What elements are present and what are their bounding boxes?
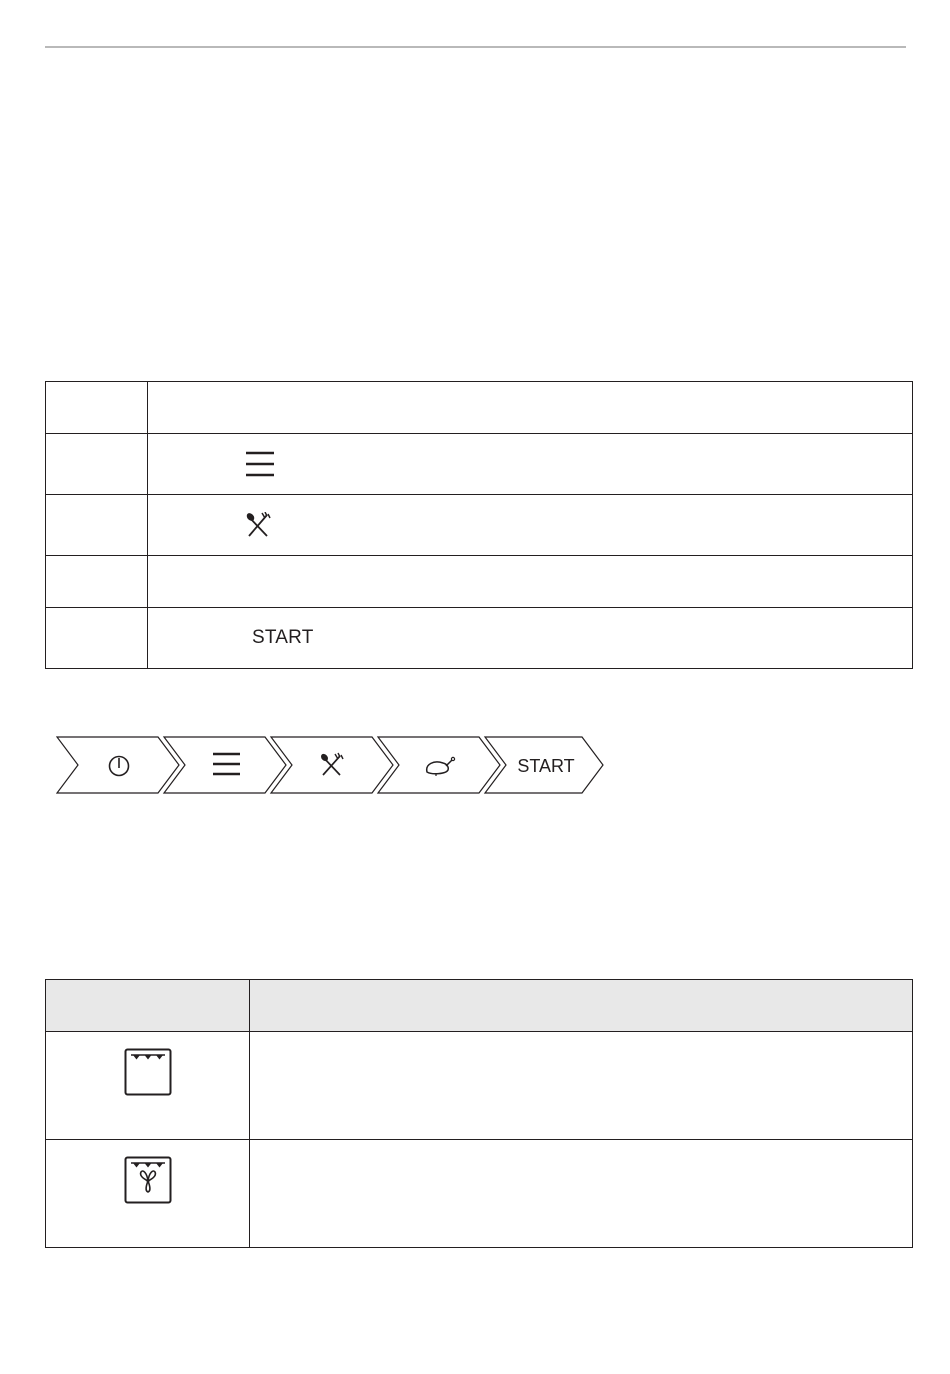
step-number bbox=[46, 556, 148, 608]
step-number bbox=[46, 434, 148, 495]
step-description bbox=[148, 608, 913, 669]
chevron-step-poultry bbox=[378, 737, 500, 793]
function-description bbox=[250, 1032, 913, 1140]
header-symbol bbox=[46, 980, 250, 1032]
table-row bbox=[46, 556, 913, 608]
step-description bbox=[148, 382, 913, 434]
step-number bbox=[46, 608, 148, 669]
table-header-row bbox=[46, 980, 913, 1032]
step-description bbox=[148, 556, 913, 608]
menu-icon bbox=[245, 451, 275, 477]
fan-top-heat-icon bbox=[46, 1140, 249, 1247]
chevron-step-start bbox=[485, 737, 603, 793]
step-number bbox=[46, 495, 148, 556]
table-row bbox=[46, 495, 913, 556]
table-row bbox=[46, 1032, 913, 1140]
table-row bbox=[46, 608, 913, 669]
step-description bbox=[148, 434, 913, 495]
chevron-step-menu bbox=[164, 737, 286, 793]
chevron-step-power bbox=[57, 737, 179, 793]
table-row bbox=[46, 382, 913, 434]
header-rule bbox=[45, 46, 906, 48]
header-description bbox=[250, 980, 913, 1032]
step-description bbox=[148, 495, 913, 556]
steps-table bbox=[45, 381, 913, 669]
oven-functions-table bbox=[45, 979, 913, 1248]
step-number bbox=[46, 382, 148, 434]
table-row bbox=[46, 1140, 913, 1248]
control-sequence-bar bbox=[56, 736, 606, 794]
top-heat-icon bbox=[46, 1032, 249, 1139]
function-description bbox=[250, 1140, 913, 1248]
chevron-step-cutlery bbox=[271, 737, 393, 793]
start-label: START bbox=[517, 756, 575, 776]
start-label: START bbox=[252, 627, 314, 648]
cutlery-icon bbox=[245, 512, 271, 538]
table-row bbox=[46, 434, 913, 495]
